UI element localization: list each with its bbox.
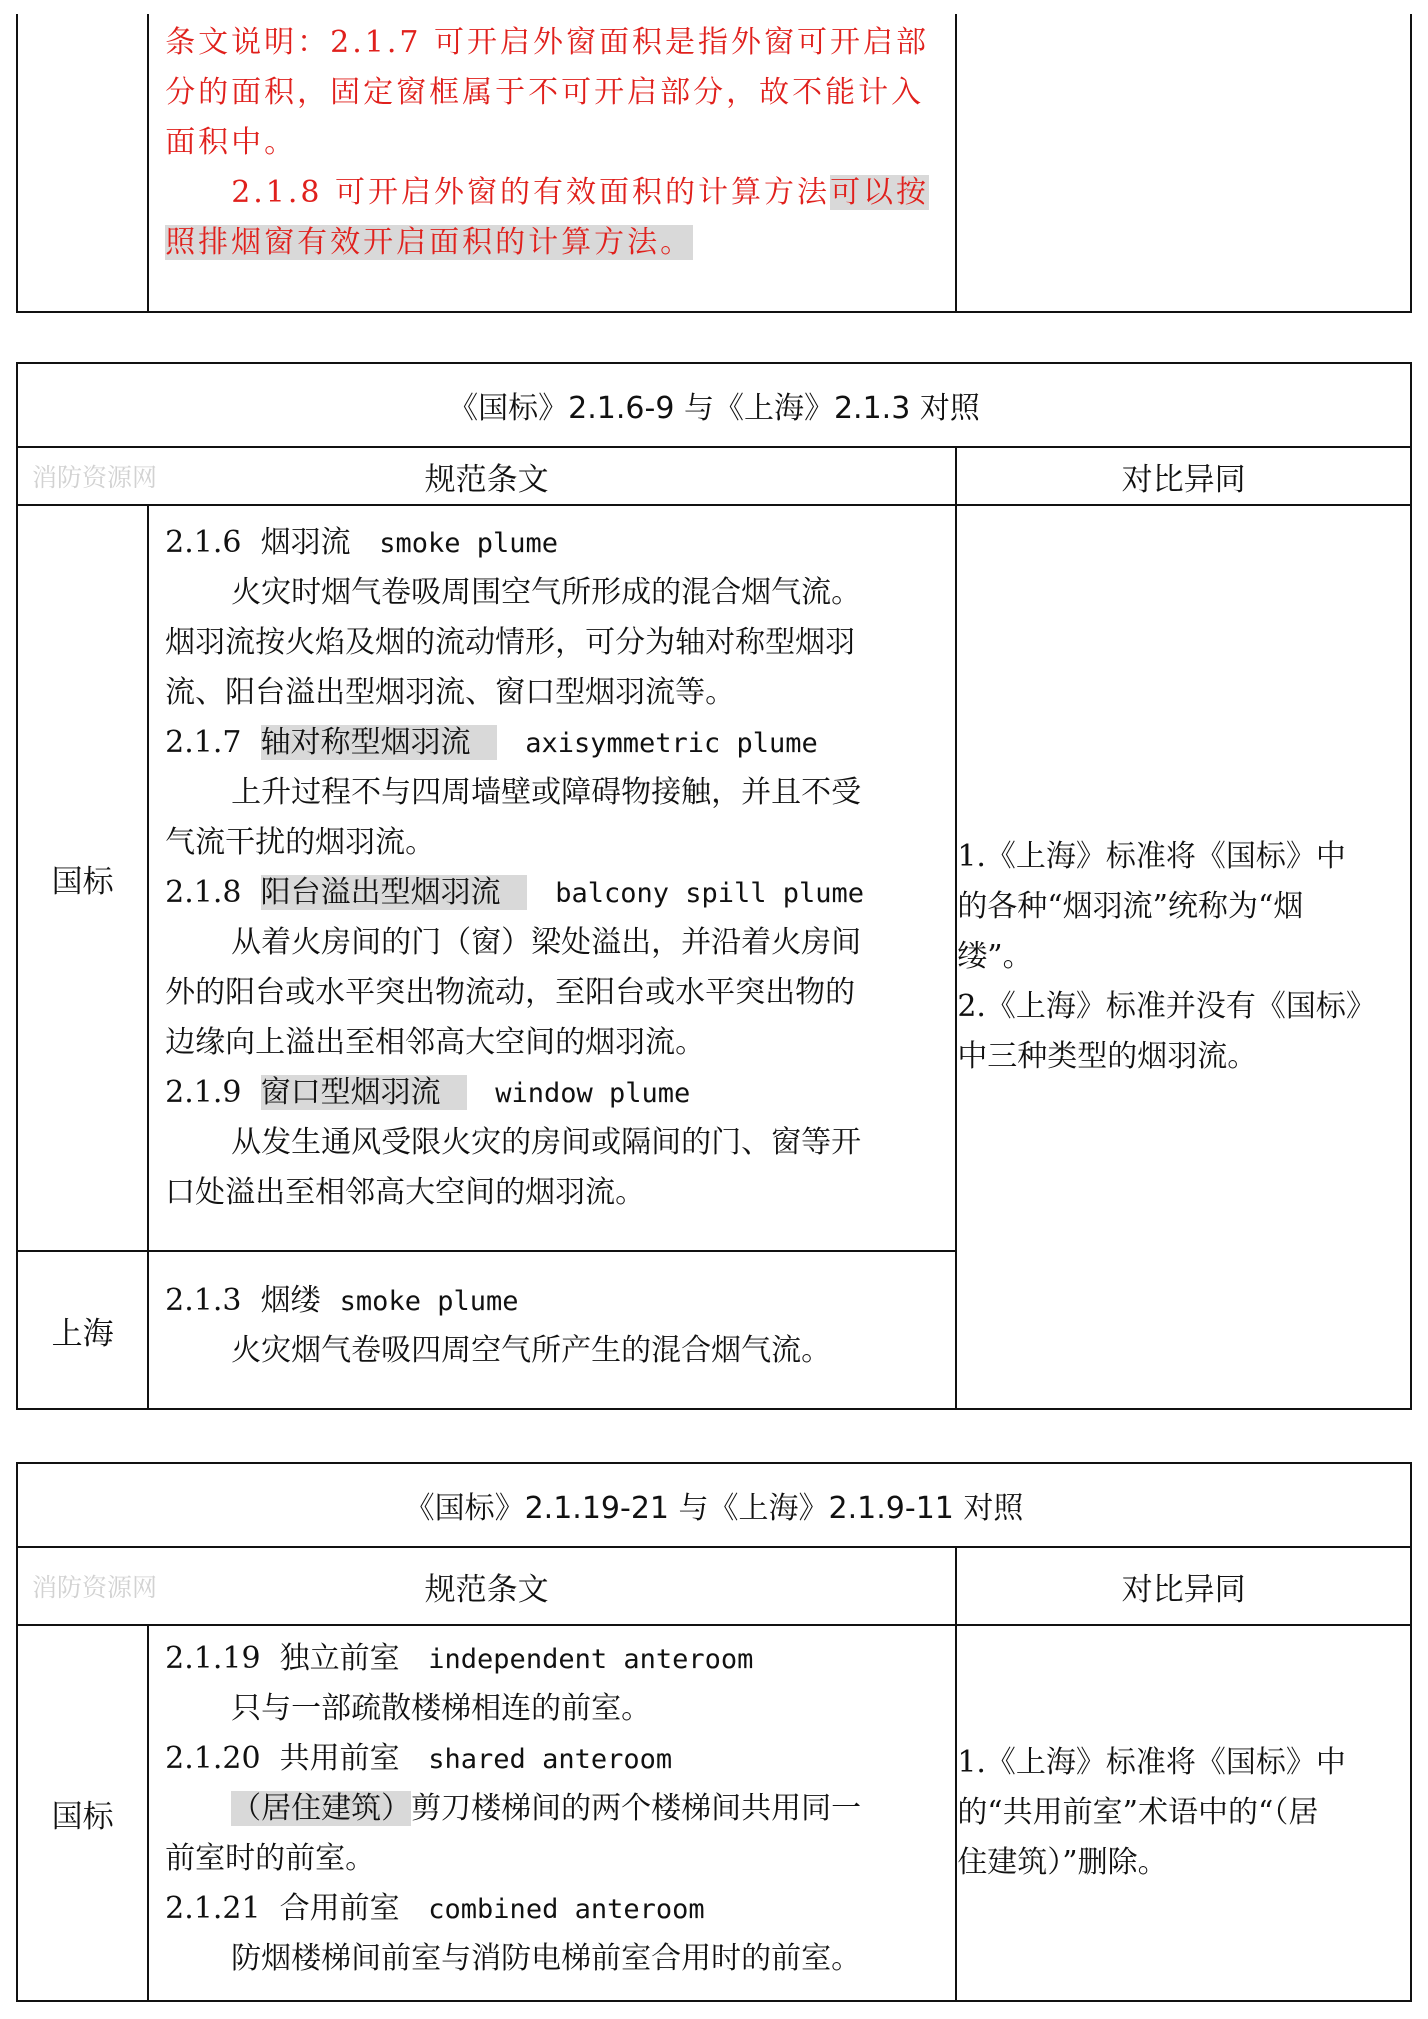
compare-cell — [956, 1625, 1411, 2001]
clause-definition: 防烟楼梯间前室与消防电梯前室合用时的前室。 — [231, 1941, 862, 1976]
compare-cell — [956, 505, 1411, 1409]
highlighted-term: 轴对称型烟羽流 — [261, 725, 497, 760]
compare-line: 1.《上海》标准将《国标》中 — [957, 839, 1346, 874]
highlighted-text: 可以按 — [830, 175, 930, 210]
header-compare: 对比异同 — [956, 447, 1411, 505]
clause-definition: 口处溢出至相邻高大空间的烟羽流。 — [165, 1175, 646, 1210]
top-explanation-cell — [148, 14, 956, 312]
header-clause — [17, 447, 956, 505]
clause-definition: （居住建筑）剪刀楼梯间的两个楼梯间共用同一 — [231, 1791, 862, 1826]
clause-definition: 从发生通风受限火灾的房间或隔间的门、窗等开 — [231, 1125, 862, 1160]
clause-definition: 烟羽流按火焰及烟的流动情形，可分为轴对称型烟羽 — [165, 625, 856, 660]
clause-definition: 边缘向上溢出至相邻高大空间的烟羽流。 — [165, 1025, 706, 1060]
top-label-cell — [17, 14, 148, 312]
clause-definition: 上升过程不与四周墙壁或障碍物接触，并且不受 — [231, 775, 862, 810]
clause-definition: 从着火房间的门（窗）梁处溢出，并沿着火房间 — [231, 925, 862, 960]
clause-heading: 2.1.21 合用前室 combined anteroom — [165, 1891, 705, 1926]
row-label-gb: 国标 — [17, 1625, 148, 2001]
clause-heading: 2.1.19 独立前室 independent anteroom — [165, 1641, 754, 1676]
compare-line: 的各种“烟羽流”统称为“烟 — [957, 889, 1304, 924]
comparison-table-anteroom — [16, 1462, 1412, 2002]
highlighted-text: （居住建筑） — [231, 1791, 412, 1826]
table-title: 《国标》2.1.19-21 与《上海》2.1.9-11 对照 — [17, 1463, 1411, 1547]
gb-clause-cell — [148, 1625, 956, 2001]
clause-heading: 2.1.20 共用前室 shared anteroom — [165, 1741, 673, 1776]
explanation-line: 面积中。 — [165, 125, 298, 160]
compare-line: 的“共用前室”术语中的“（居 — [957, 1795, 1319, 1830]
clause-heading: 2.1.8 阳台溢出型烟羽流 balcony spill plume — [165, 875, 865, 910]
gb-clause-cell — [148, 505, 956, 1251]
row-label-sh: 上海 — [17, 1251, 148, 1409]
explanation-line: 条文说明：2.1.7 可开启外窗面积是指外窗可开启部 — [165, 25, 930, 60]
clause-definition: 火灾时烟气卷吸周围空气所形成的混合烟气流。 — [231, 575, 862, 610]
table-title: 《国标》2.1.6-9 与《上海》2.1.3 对照 — [17, 363, 1411, 447]
comparison-table-smoke-plume — [16, 362, 1412, 1410]
clause-definition: 火灾烟气卷吸四周空气所产生的混合烟气流。 — [231, 1333, 832, 1368]
compare-line: 1.《上海》标准将《国标》中 — [957, 1745, 1346, 1780]
explanation-text: 2.1.8 可开启外窗的有效面积的计算方法 — [231, 175, 831, 210]
clause-definition: 气流干扰的烟羽流。 — [165, 825, 436, 860]
header-clause — [17, 1547, 956, 1625]
clause-definition: 只与一部疏散楼梯相连的前室。 — [231, 1691, 652, 1726]
clause-heading: 2.1.9 窗口型烟羽流 window plume — [165, 1075, 691, 1110]
clause-definition: 前室时的前室。 — [165, 1841, 376, 1876]
watermark: 消防资源网 — [32, 463, 158, 492]
compare-line: 住建筑）”删除。 — [957, 1845, 1168, 1880]
clause-heading: 2.1.6 烟羽流 smoke plume — [165, 525, 559, 560]
header-clause-label: 规范条文 — [424, 461, 549, 498]
compare-line: 缕”。 — [957, 939, 1033, 974]
clause-heading: 2.1.3 烟缕 smoke plume — [165, 1283, 519, 1318]
clause-heading: 2.1.7 轴对称型烟羽流 axisymmetric plume — [165, 725, 818, 760]
compare-line: 2.《上海》标准并没有《国标》 — [957, 989, 1376, 1024]
highlighted-term: 阳台溢出型烟羽流 — [261, 875, 527, 910]
top-table — [16, 14, 1412, 313]
top-compare-cell — [956, 14, 1411, 312]
header-compare: 对比异同 — [956, 1547, 1411, 1625]
explanation-line: 分的面积，固定窗框属于不可开启部分，故不能计入 — [165, 75, 925, 110]
header-clause-label: 规范条文 — [424, 1571, 549, 1608]
explanation-line — [165, 168, 943, 218]
row-label-gb: 国标 — [17, 505, 148, 1251]
highlighted-term: 窗口型烟羽流 — [261, 1075, 467, 1110]
clause-definition: 流、阳台溢出型烟羽流、窗口型烟羽流等。 — [165, 675, 736, 710]
highlighted-text: 照排烟窗有效开启面积的计算方法。 — [165, 225, 694, 260]
sh-clause-cell — [148, 1251, 956, 1409]
clause-definition: 外的阳台或水平突出物流动，至阳台或水平突出物的 — [165, 975, 856, 1010]
watermark: 消防资源网 — [32, 1573, 158, 1602]
compare-line: 中三种类型的烟羽流。 — [957, 1039, 1258, 1074]
explanation-line — [165, 218, 943, 268]
